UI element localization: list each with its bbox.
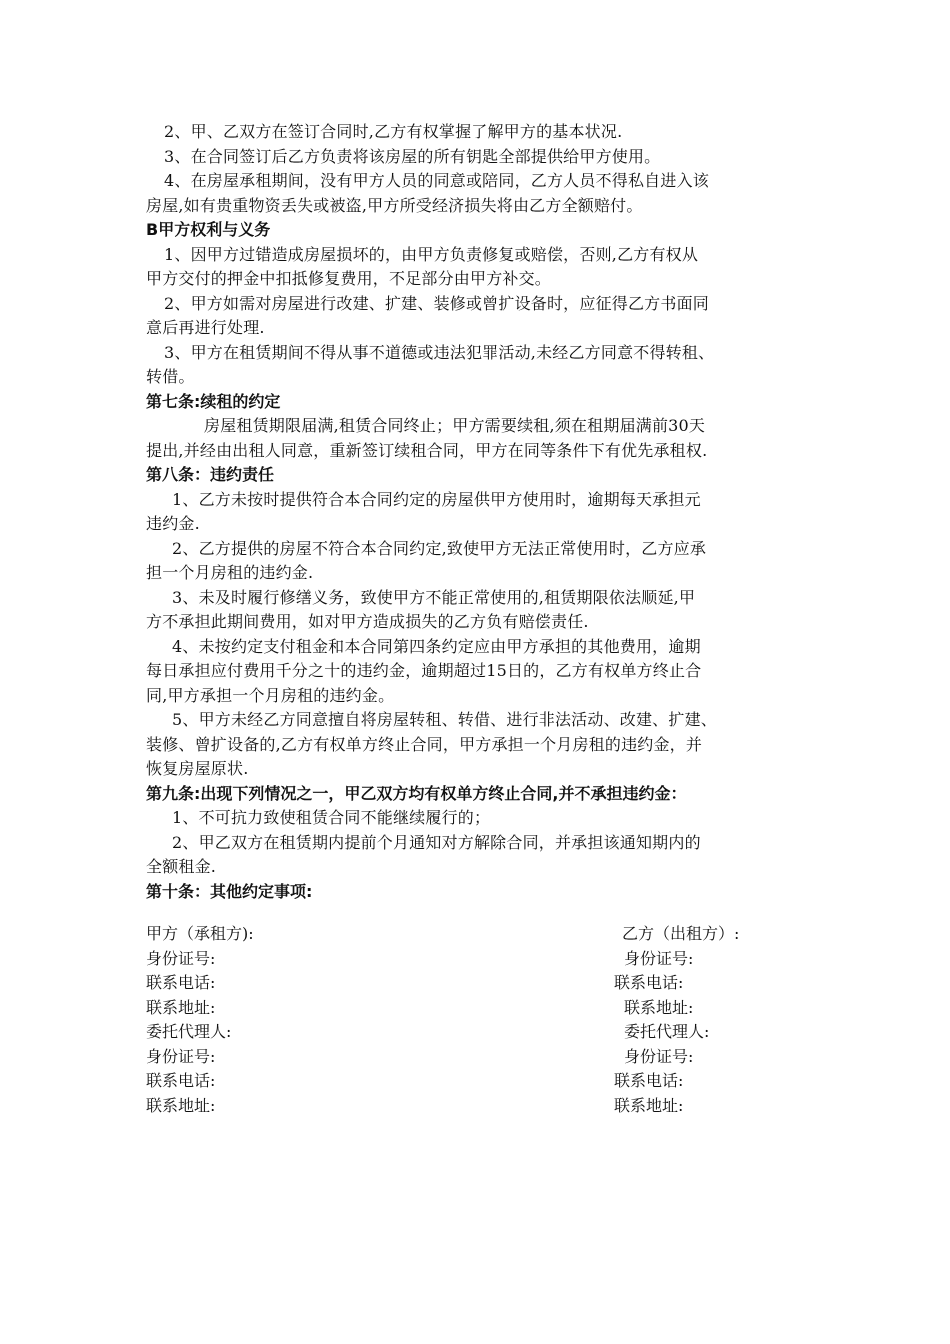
clause-a4-line1: 4、在房屋承租期间，没有甲方人员的同意或陪同，乙方人员不得私自进入该 [164, 171, 709, 190]
party-b-address: 联系地址: [624, 997, 694, 1017]
agent-b-phone: 联系电话: [614, 1071, 684, 1090]
signature-row [146, 1094, 816, 1119]
party-b-label: 乙方（出租方）: [622, 924, 740, 943]
clause-9-1: 1、不可抗力致使租赁合同不能继续履行的； [172, 808, 491, 827]
clause-b1-line2: 甲方交付的押金中扣抵修复费用，不足部分由甲方补交。 [146, 269, 552, 288]
clause-9-2-line1: 2、甲乙双方在租赁期内提前个月通知对方解除合同，并承担该通知期内的 [172, 832, 701, 852]
clause-9-2-line2: 全额租金. [146, 857, 217, 876]
contract-page [146, 120, 816, 904]
article7-title: 第七条:续租的约定 [146, 391, 281, 411]
signature-row [146, 996, 816, 1021]
clause-a2: 2、甲、乙双方在签订合同时,乙方有权掌握了解甲方的基本状况. [164, 122, 623, 141]
clause-8-3-line1: 3、未及时履行修缮义务，致使甲方不能正常使用的,租赁期限依法顺延,甲 [172, 587, 696, 607]
clause-b2-line2: 意后再进行处理. [146, 318, 265, 337]
party-a-id: 身份证号: [146, 948, 216, 968]
article8-title: 第八条：违约责任 [146, 465, 275, 484]
agent-a-phone: 联系电话: [146, 1071, 216, 1090]
agent-a-address: 联系地址: [146, 1095, 216, 1115]
clause-8-5-line3: 恢复房屋原状. [146, 759, 249, 778]
clause-a3: 3、在合同签订后乙方负责将该房屋的所有钥匙全部提供给甲方使用。 [164, 146, 661, 166]
clause-8-1-line1: 1、乙方未按时提供符合本合同约定的房屋供甲方使用时，逾期每天承担元 [172, 489, 701, 509]
signature-row [146, 1045, 816, 1070]
article9-title: 第九条:出现下列情况之一，甲乙双方均有权单方终止合同,并不承担违约金： [146, 783, 687, 803]
clause-8-4-line2: 每日承担应付费用千分之十的违约金，逾期超过15日的，乙方有权单方终止合 [146, 661, 702, 680]
clause-b3-line2: 转借。 [146, 367, 195, 386]
agent-b-id: 身份证号: [624, 1046, 694, 1066]
party-a-label: 甲方（承租方): [146, 924, 254, 943]
party-b-phone: 联系电话: [614, 973, 684, 992]
clause-8-4-line1: 4、未按约定支付租金和本合同第四条约定应由甲方承担的其他费用，逾期 [172, 636, 701, 656]
agent-b-address: 联系地址: [614, 1095, 684, 1115]
signature-row [146, 947, 816, 972]
clause-a4-line2: 房屋,如有贵重物资丢失或被盗,甲方所受经济损失将由乙方全额赔付。 [146, 195, 643, 215]
article7-line1: 房屋租赁期限届满,租赁合同终止；甲方需要续租,须在租期届满前30天 [204, 416, 706, 435]
article10-title: 第十条：其他约定事项: [146, 881, 313, 901]
signature-row [146, 971, 816, 996]
clause-8-2-line1: 2、乙方提供的房屋不符合本合同约定,致使甲方无法正常使用时，乙方应承 [172, 538, 707, 558]
clause-b1-line1: 1、因甲方过错造成房屋损坏的，由甲方负责修复或赔偿，否则,乙方有权从 [164, 244, 699, 264]
clause-b3-line1: 3、甲方在租赁期间不得从事不道德或违法犯罪活动,未经乙方同意不得转租、 [164, 342, 715, 362]
clause-8-4-line3: 同,甲方承担一个月房租的违约金。 [146, 685, 395, 705]
signature-block [146, 922, 816, 1118]
clause-8-5-line2: 装修、曾扩设备的,乙方有权单方终止合同，甲方承担一个月房租的违约金，并 [146, 734, 703, 754]
clause-8-1-line2: 违约金. [146, 514, 200, 533]
party-a-address: 联系地址: [146, 997, 216, 1017]
article7-line2: 提出,并经由出租人同意，重新签订续租合同，甲方在同等条件下有优先承租权. [146, 440, 708, 460]
party-a-agent: 委托代理人: [146, 1022, 232, 1041]
clause-8-2-line2: 担一个月房租的违约金. [146, 563, 314, 582]
party-b-agent: 委托代理人: [624, 1022, 710, 1041]
party-b-id: 身份证号: [624, 948, 694, 968]
party-a-phone: 联系电话: [146, 973, 216, 992]
clause-b2-line1: 2、甲方如需对房屋进行改建、扩建、装修或曾扩设备时，应征得乙方书面同 [164, 293, 709, 313]
signature-row [146, 1069, 816, 1094]
signature-row [146, 922, 816, 947]
section-b-title: B甲方权利与义务 [146, 220, 271, 239]
clause-8-3-line2: 方不承担此期间费用，如对甲方造成损失的乙方负有赔偿责任. [146, 612, 589, 631]
agent-a-id: 身份证号: [146, 1046, 216, 1066]
clause-8-5-line1: 5、甲方未经乙方同意擅自将房屋转租、转借、进行非法活动、改建、扩建、 [172, 710, 717, 729]
signature-row [146, 1020, 816, 1045]
